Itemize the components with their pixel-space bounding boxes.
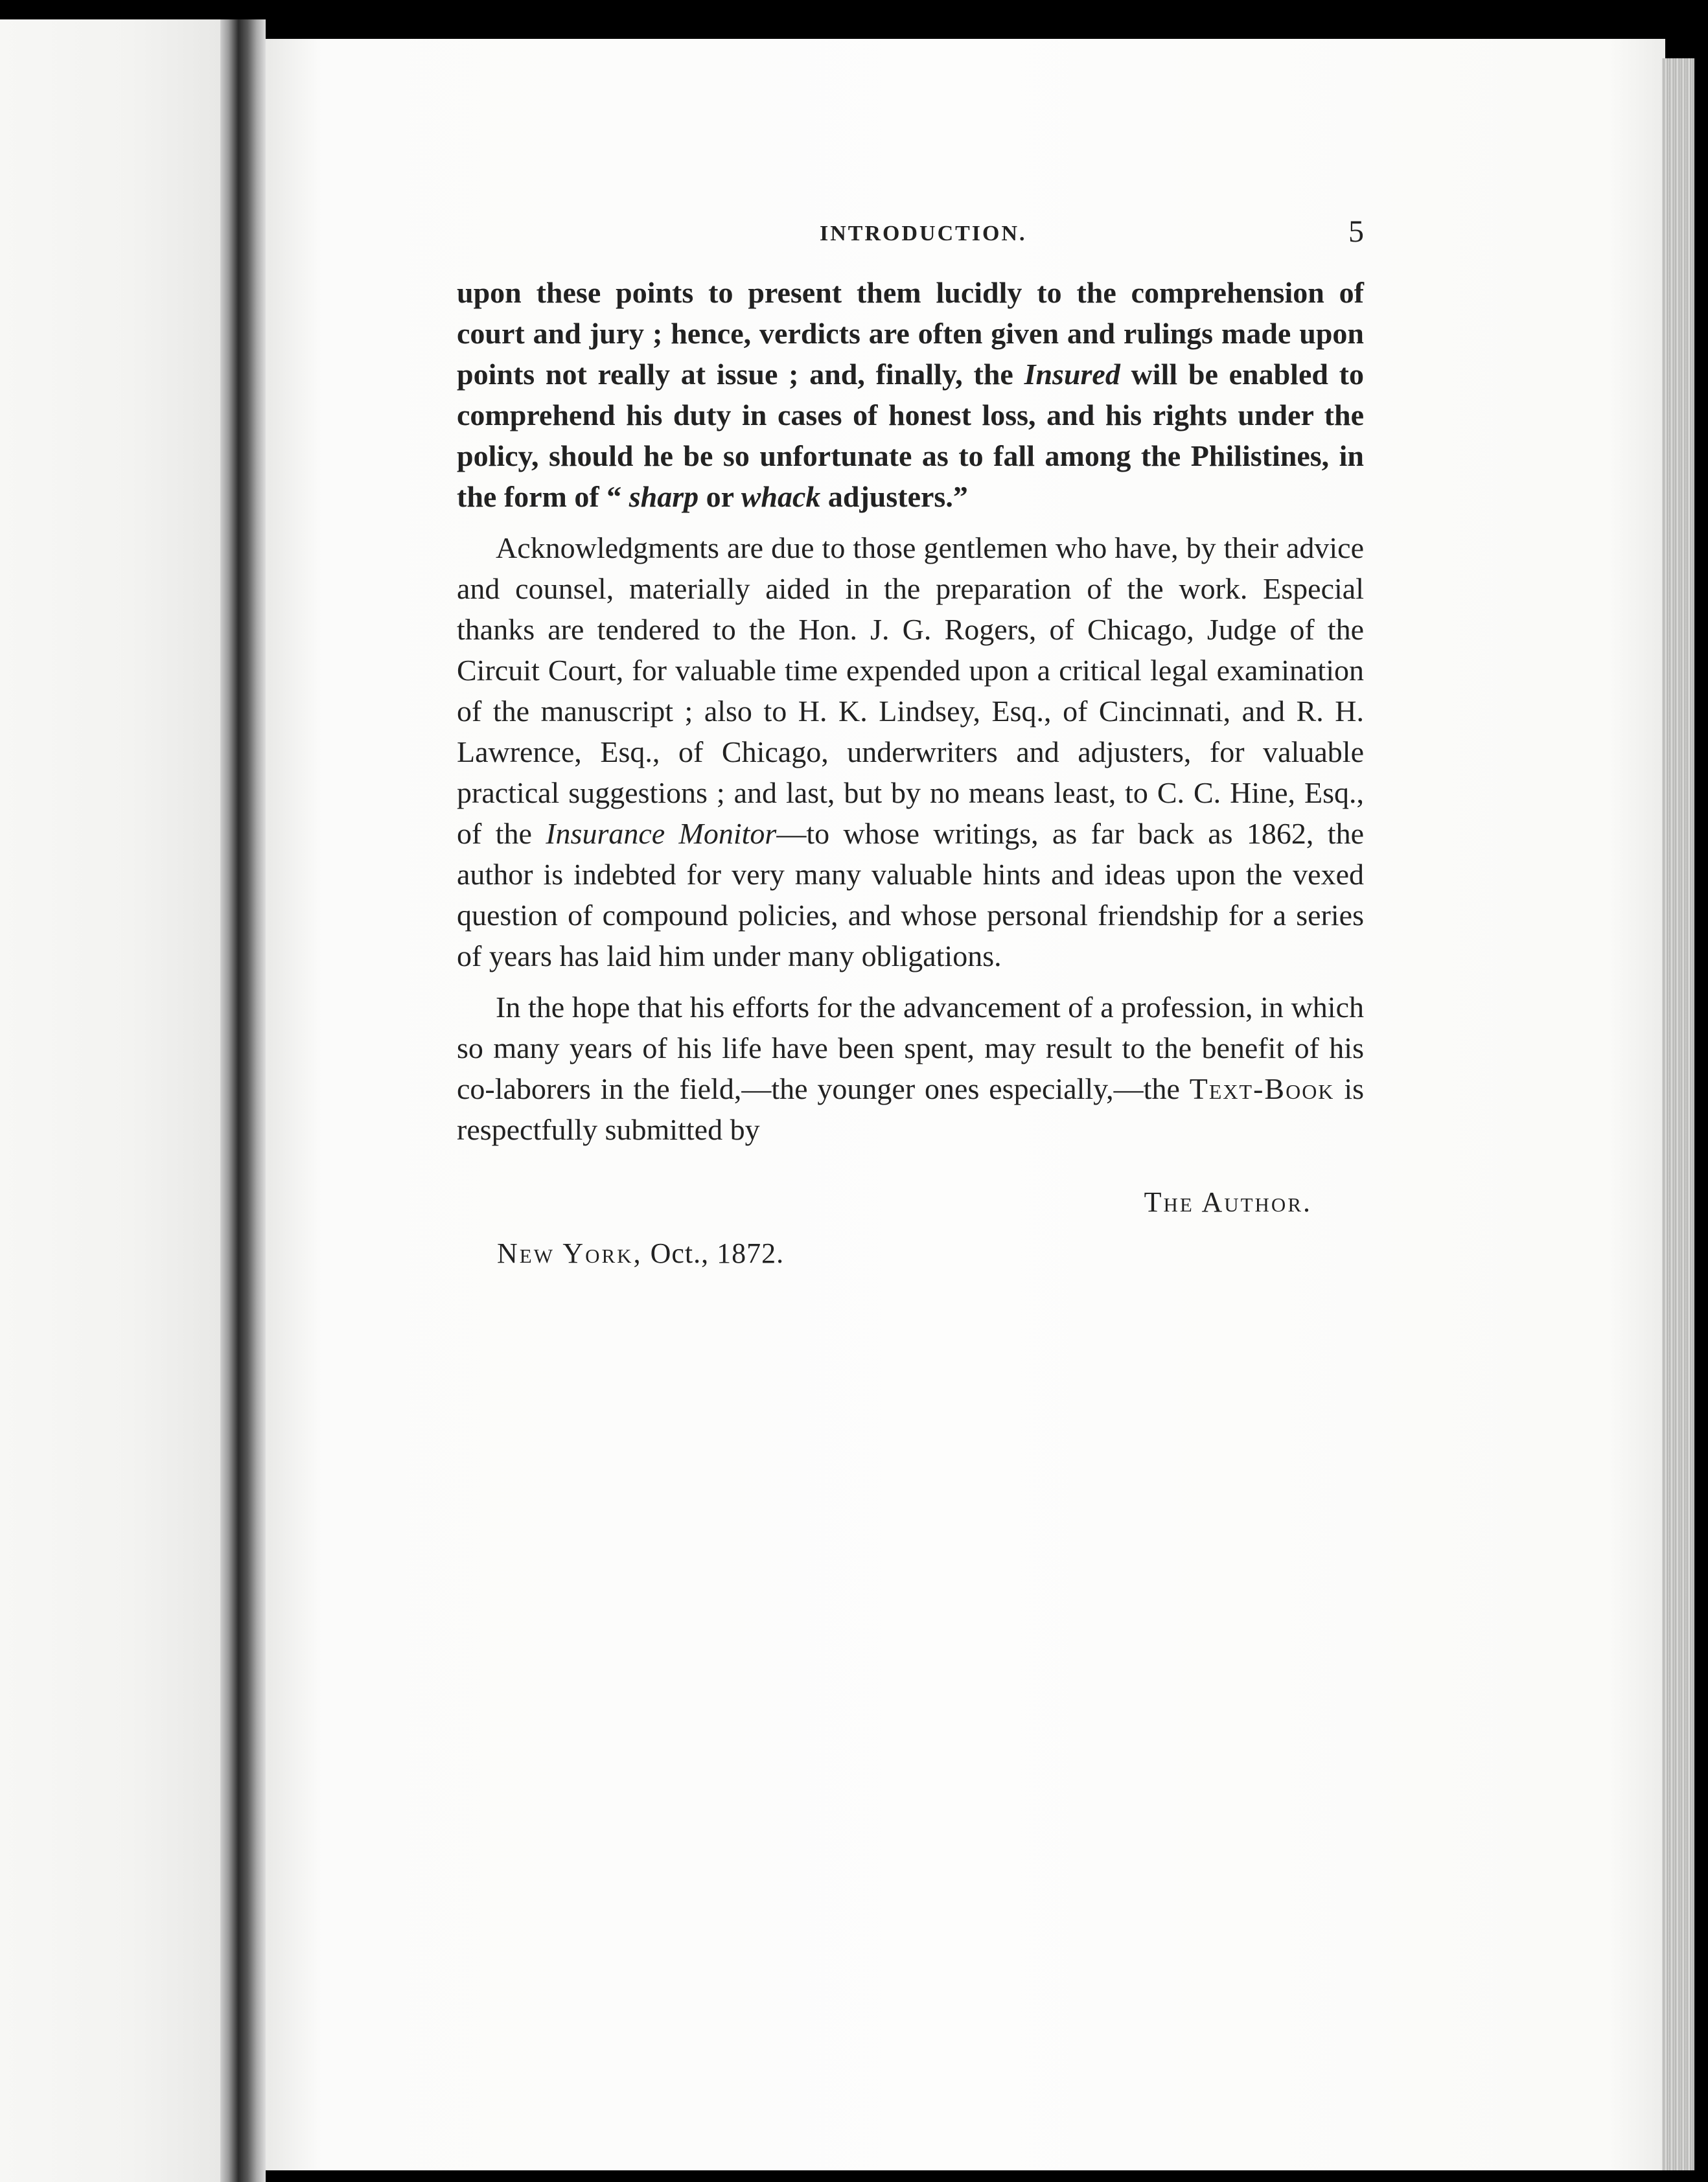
author-signature: The Author.	[1144, 1186, 1312, 1218]
page-number: 5	[1348, 214, 1364, 249]
page-edges	[1662, 58, 1694, 2170]
paragraph-2-italic-insurance-monitor: Insurance Monitor	[546, 817, 777, 850]
paragraph-acknowledgments	[457, 527, 1364, 976]
paragraph-1-italic-insured: Insured	[1024, 358, 1120, 391]
paragraph-1-text-3: or	[698, 480, 741, 513]
paragraph-1-italic-sharp: sharp	[629, 480, 699, 513]
paragraph-3-text-2: is respectfully submitted by	[457, 1072, 1364, 1146]
paragraph-continuation	[457, 272, 1364, 517]
dateline-place: New York,	[497, 1237, 643, 1269]
paragraph-2-text-1: Acknowledgments are due to those gentlemen who have, by their advice and counsel, materially aided in the preparation of the work. Especial thanks are tendered to the Hon. J. G. Rogers, of Chicago, Judge of the Circuit Court, for valuable time expended upon a critical legal examination of the manuscript ; also to H. K. Lindsey, Esq., of Cincinnati, and R. H. Lawrence, Esq., of Chicago, underwriters and adjusters, for valuable practical suggestions ; and last, but by no means least, to C. C. Hine, Esq., of the	[457, 531, 1364, 850]
paragraph-closing	[457, 987, 1364, 1150]
paragraph-1-text-4: adjusters.”	[820, 480, 968, 513]
dateline-date: Oct., 1872.	[642, 1237, 785, 1269]
paragraph-3-text-1: In the hope that his efforts for the advancement of a profession, in which so many years of his life have been spent, may result to the benefit of his co-laborers in the field,—the younger ones especially,—the	[457, 991, 1364, 1105]
dateline	[457, 1237, 1364, 1270]
paragraph-1-text-2: will be enabled to comprehend his duty in cases of honest loss, and his rights under the policy, should he be so unfortunate as to fall among the Philistines, in the form of “	[457, 358, 1364, 513]
paragraph-3-text-book: Text-Book	[1189, 1072, 1335, 1105]
left-page-blank	[0, 19, 220, 2182]
page-text-block	[457, 214, 1364, 1270]
paragraph-1-text-1: upon these points to present them lucidly to the comprehension of court and jury ; hence, verdicts are often given and rulings made upon points not really at issue ; and, finally, the	[457, 276, 1364, 391]
book-gutter	[220, 19, 266, 2182]
running-head-title: INTRODUCTION.	[820, 222, 1027, 246]
paragraph-1-italic-whack: whack	[741, 480, 821, 513]
running-head	[457, 214, 1364, 272]
paragraph-2-text-2: —to whose writings, as far back as 1862, the author is indebted for very many valuable hints and ideas upon the vexed question of compound policies, and whose personal friendship for a series of years has laid him under many obligations.	[457, 817, 1364, 972]
body-text	[457, 272, 1364, 1150]
